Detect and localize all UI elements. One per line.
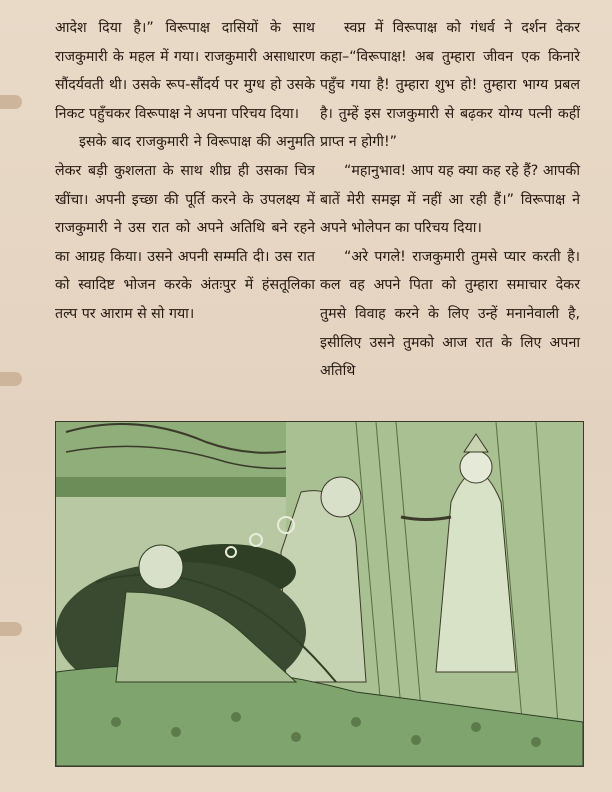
binding-hole <box>0 372 22 386</box>
right-text-column <box>320 14 580 386</box>
binding-hole <box>0 95 22 109</box>
paragraph: “महानुभाव! आप यह क्या कह रहे हैं? आपकी बातें मेरी समझ में नहीं आ रही हैं।” विरूपाक्ष ने अपने भोलेपन का परिचय दिया। <box>320 162 580 237</box>
paragraph: स्वप्न में विरूपाक्ष को गंधर्व ने दर्शन देकर कहा–“विरूपाक्ष! अब तुम्हारा जीवन एक किनारे पहुँच गया है! तुम्हारा शुभ हो! तुम्हारा भाग्य प्रबल है। तुम्हें इस राजकुमारी से बढ़कर योग्य पत्नी कहीं प्राप्त न होगी!” <box>320 20 580 151</box>
paragraph: इसके बाद राजकुमारी ने विरूपाक्ष की अनुमति लेकर बड़ी कुशलता के साथ शीघ्र ही उसका चित्र खींचा। अपनी इच्छा की पूर्ति करने के उपलक्ष्य में राजकुमारी ने उस रात को अपने अतिथि बने रहने का आग्रह किया। उसने अपनी सम्मति दी। उस रात को स्वादिष्ट भोजन करके अंतःपुर में हंसतूलिका तल्प पर आराम से सो गया। <box>55 134 315 322</box>
binding-hole <box>0 622 22 636</box>
paragraph: आदेश दिया है।” विरूपाक्ष दासियों के साथ राजकुमारी के महल में गया। राजकुमारी असाधारण सौंदर्यवती थी। उसके रूप-सौंदर्य पर मुग्ध हो उसके निकट पहुँचकर विरूपाक्ष ने अपना परिचय दिया। <box>55 20 315 122</box>
left-text-column <box>55 14 315 329</box>
dream-scene-illustration <box>56 422 583 766</box>
paragraph: “अरे पगले! राजकुमारी तुमसे प्यार करती है। कल वह अपने पिता को तुम्हारा समाचार देकर तुमसे विवाह करने के लिए उन्हें मनानेवाली है, इसीलिए उसने तुमको आज रात के लिए अपना अतिथि <box>320 248 580 380</box>
story-illustration <box>55 421 584 767</box>
